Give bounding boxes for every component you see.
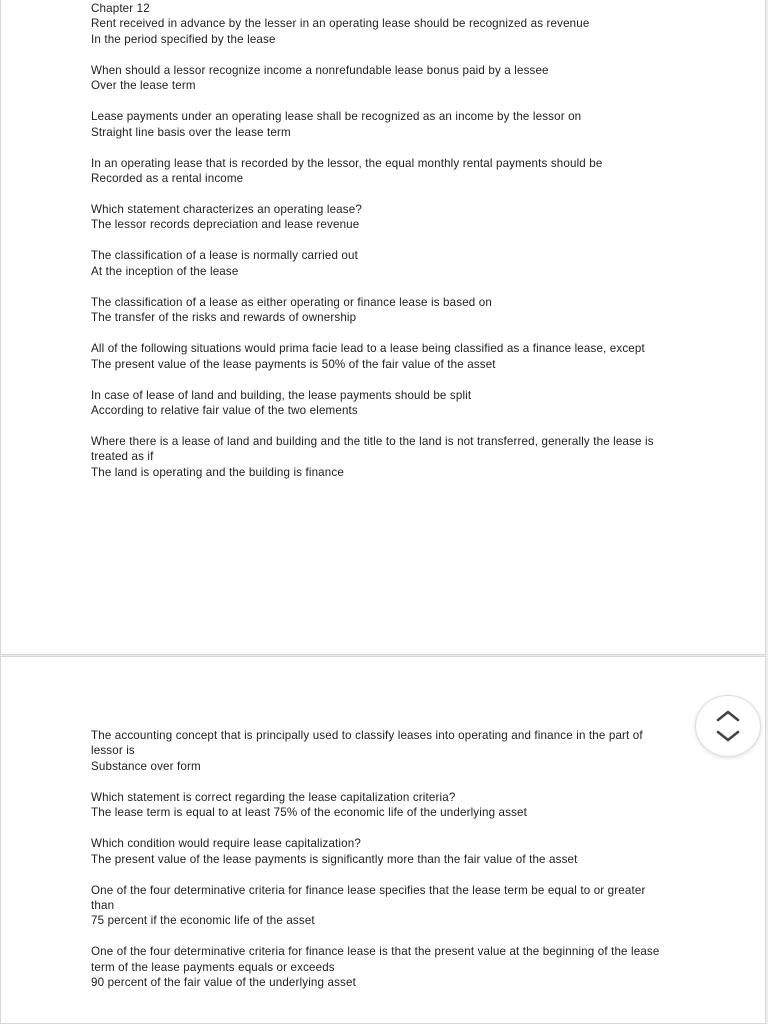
- answer-text: In the period specified by the lease: [91, 32, 276, 46]
- question-text: Lease payments under an operating lease shall be recognized as an income by the lessor on: [91, 110, 582, 124]
- qa-item: [91, 248, 670, 279]
- question-text: Which condition would require lease capitalization?: [91, 837, 361, 851]
- question-text: In an operating lease that is recorded by the lessor, the equal monthly rental payments should be: [91, 156, 603, 170]
- qa-item: [91, 883, 670, 929]
- answer-text: The transfer of the risks and rewards of ownership: [91, 311, 357, 325]
- question-text: When should a lessor recognize income a nonrefundable lease bonus paid by a lessee: [91, 63, 549, 77]
- chapter-title: Chapter 12: [91, 2, 150, 15]
- question-text: Which statement characterizes an operating lease?: [91, 203, 362, 217]
- qa-item: [91, 109, 670, 140]
- page-nav-control[interactable]: [695, 695, 761, 757]
- question-text: The accounting concept that is principally used to classify leases into operating and finance in the part of lessor is: [91, 729, 643, 758]
- qa-item: [91, 790, 670, 821]
- qa-item: [91, 202, 670, 233]
- chevron-up-icon[interactable]: [714, 709, 742, 723]
- answer-text: 75 percent if the economic life of the asset: [91, 914, 315, 928]
- answer-text: The lease term is equal to at least 75% of the economic life of the underlying asset: [91, 806, 528, 820]
- page-2-content: [91, 728, 670, 1006]
- question-text: Rent received in advance by the lesser in an operating lease should be recognized as revenue: [91, 17, 590, 31]
- answer-text: The land is operating and the building is finance: [91, 465, 344, 479]
- qa-item: [91, 944, 670, 990]
- question-text: One of the four determinative criteria for finance lease is that the present value at the beginning of the lease term of the lease payments equals or exceeds: [91, 945, 660, 974]
- qa-item: [91, 63, 670, 94]
- question-text: Which statement is correct regarding the lease capitalization criteria?: [91, 790, 456, 804]
- document-page-2: [0, 656, 766, 1024]
- page-1-content: [91, 1, 670, 496]
- answer-text: Straight line basis over the lease term: [91, 125, 291, 139]
- question-text: In case of lease of land and building, the lease payments should be split: [91, 388, 472, 402]
- chevron-down-icon[interactable]: [714, 729, 742, 743]
- qa-item: [91, 836, 670, 867]
- answer-text: Recorded as a rental income: [91, 172, 244, 186]
- qa-item: [91, 156, 670, 187]
- answer-text: The present value of the lease payments is significantly more than the fair value of the asset: [91, 852, 578, 866]
- qa-item: [91, 434, 670, 480]
- answer-text: 90 percent of the fair value of the underlying asset: [91, 976, 356, 990]
- question-text: The classification of a lease as either operating or finance lease is based on: [91, 295, 492, 309]
- qa-item: [91, 295, 670, 326]
- qa-item: [91, 388, 670, 419]
- answer-text: The present value of the lease payments is 50% of the fair value of the asset: [91, 357, 496, 371]
- question-text: One of the four determinative criteria for finance lease specifies that the lease term be equal to or greater than: [91, 883, 646, 913]
- answer-text: Over the lease term: [91, 79, 196, 93]
- question-text: The classification of a lease is normally carried out: [91, 249, 358, 263]
- qa-item: [91, 341, 670, 372]
- question-text: Where there is a lease of land and building and the title to the land is not transferred, generally the lease is treated as if: [91, 435, 654, 464]
- qa-item: [91, 728, 670, 774]
- answer-text: The lessor records depreciation and lease revenue: [91, 218, 360, 232]
- answer-text: Substance over form: [91, 759, 201, 773]
- answer-text: According to relative fair value of the two elements: [91, 404, 358, 418]
- question-text: All of the following situations would prima facie lead to a lease being classified as a finance lease, except: [91, 342, 645, 356]
- answer-text: At the inception of the lease: [91, 264, 239, 278]
- qa-item: [91, 16, 670, 47]
